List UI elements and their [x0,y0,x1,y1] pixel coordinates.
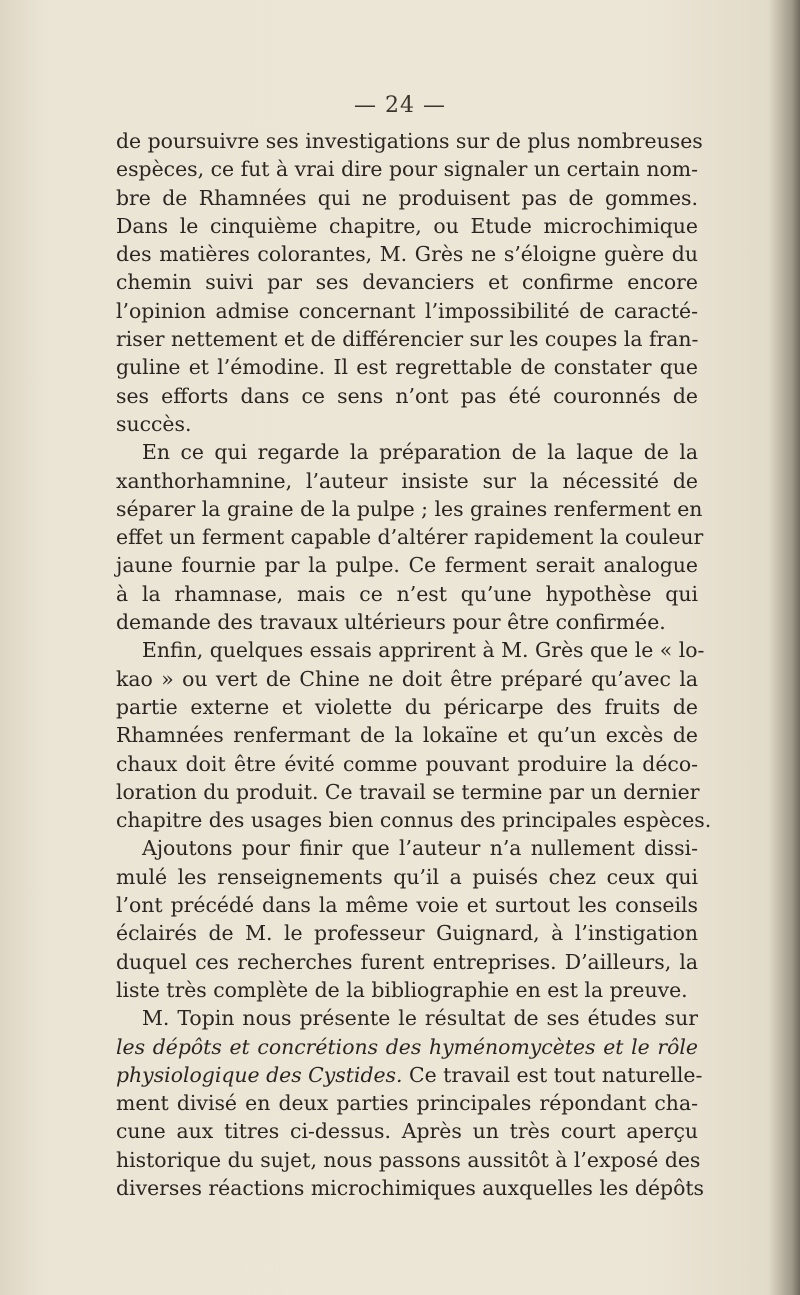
text-line: de poursuivre ses investigations sur de plus nombreuses [116,129,703,153]
text-line: chapitre des usages bien connus des principales espèces. [116,808,712,833]
text-fragment: Ce travail est tout naturelle- [402,1062,703,1087]
text-line: Rhamnées renfermant de la lokaïne et qu’un excès de [116,723,698,748]
text-line: Dans le cinquième chapitre, ou Etude microchimique [116,213,698,238]
text-line: effet un ferment capable d’altérer rapidement la couleur [116,525,704,550]
italic-title-fragment: physiologique des Cystides. [116,1062,403,1087]
text-line: demande des travaux ultérieurs pour être confirmée. [116,610,666,635]
text-line: En ce qui regarde la préparation de la laque de la [142,440,698,465]
text-line: séparer la graine de la pulpe ; les graines renferment en [116,496,703,521]
text-line: succès. [116,411,192,436]
text-line: cune aux titres ci-dessus. Après un très court aperçu [116,1119,698,1144]
text-line: M. Topin nous présente le résultat de ses études sur [142,1006,698,1031]
text-line: jaune fournie par la pulpe. Ce ferment serait analogue [116,553,698,578]
text-line: bre de Rhamnées qui ne produisent pas de gommes. [116,185,698,210]
text-line: chaux doit être évité comme pouvant produire la déco- [116,751,698,776]
page-number: — 24 — [354,93,446,118]
text-line: kao » ou vert de Chine ne doit être préparé qu’avec la [116,666,698,691]
text-line: l’opinion admise concernant l’impossibilité de caracté- [116,298,698,323]
text-line: duquel ces recherches furent entreprises. D’ailleurs, la [116,949,698,974]
text-line: éclairés de M. le professeur Guignard, à l’instigation [116,921,698,946]
text-line: loration du produit. Ce travail se termine par un dernier [116,779,700,804]
text-line: mulé les renseignements qu’il a puisés chez ceux qui [116,864,698,889]
text-line: historique du sujet, nous passons aussitôt à l’exposé des [116,1147,701,1172]
text-line: diverses réactions microchimiques auxquelles les dépôts [116,1175,705,1200]
text-line: espèces, ce fut à vrai dire pour signaler un certain nom- [116,157,698,182]
text-line: partie externe et violette du péricarpe des fruits de [116,694,698,719]
text-line: Enfin, quelques essais apprirent à M. Grès que le « lo- [142,638,705,663]
text-line: liste très complète de la bibliographie en est la preuve. [116,977,688,1002]
text-line-italic: les dépôts et concrétions des hyménomycètes et le rôle [116,1034,698,1059]
text-line: riser nettement et de différencier sur les coupes la fran- [116,327,699,352]
text-line: à la rhamnase, mais ce n’est qu’une hypothèse qui [116,581,698,606]
text-line: l’ont précédé dans la même voie et surtout les conseils [116,893,698,918]
text-line: ses efforts dans ce sens n’ont pas été couronnés de [116,383,698,408]
text-line: xanthorhamnine, l’auteur insiste sur la nécessité de [116,468,698,493]
text-line: guline et l’émodine. Il est regrettable de constater que [116,355,698,380]
text-line: Ajoutons pour finir que l’auteur n’a nullement dissi- [142,836,698,861]
text-line: ment divisé en deux parties principales répondant cha- [116,1091,698,1116]
text-line: des matières colorantes, M. Grès ne s’éloigne guère du [116,242,698,267]
text-line: chemin suivi par ses devanciers et confirme encore [116,270,698,295]
body-text [116,127,712,1202]
text-line-mixed [116,1061,703,1089]
